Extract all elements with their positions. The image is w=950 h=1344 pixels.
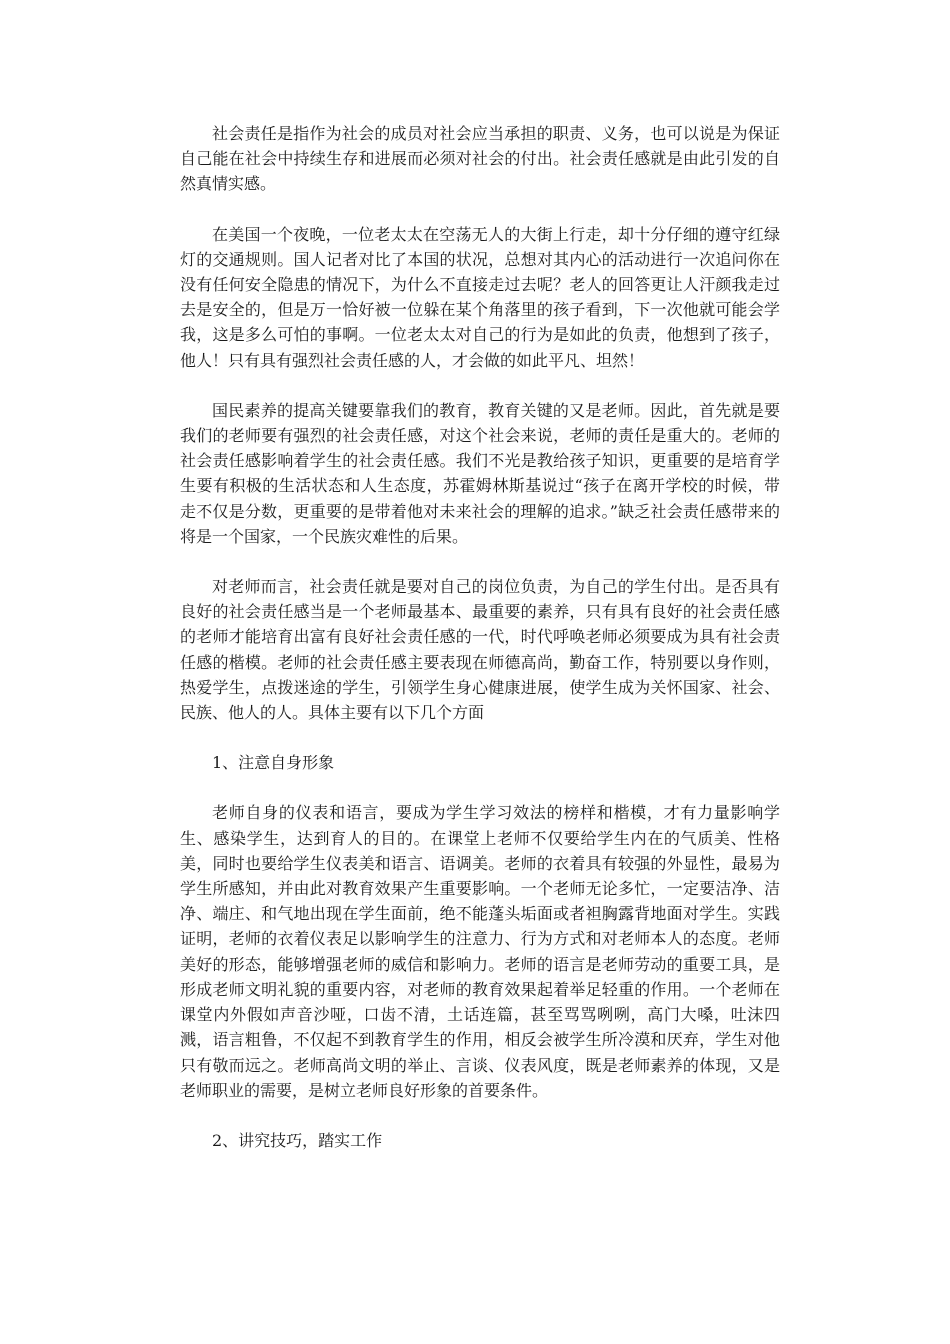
document-body (180, 121, 780, 1178)
section-heading-2: 2、讲究技巧，踏实工作 (212, 1130, 383, 1150)
paragraph-education-and-teachers: 国民素养的提高关键要靠我们的教育，教育关键的又是老师。因此，首先就是要我们的老师要有强烈的社会责任感，对这个社会来说，老师的责任是重大的。老师的社会责任感影响着学生的社会责任感。我们不光是教给孩子知识，更重要的是培育学生要有积极的生活状态和人生态度，苏霍姆林斯基说过“孩子在离开学校的时候，带走不仅是分数，更重要的是带着他对未来社会的理解的追求。”缺乏社会责任感带来的将是一个国家，一个民族灾难性的后果。 (180, 400, 780, 546)
paragraph-american-old-lady-story: 在美国一个夜晚，一位老太太在空荡无人的大街上行走，却十分仔细的遵守红绿灯的交通规则。国人记者对比了本国的状况，总想对其内心的活动进行一次追问你在没有任何安全隐患的情况下，为什么不直接走过去呢？老人的回答更让人汗颜我走过去是安全的，但是万一恰好被一位躲在某个角落里的孩子看到，下一次他就可能会学我，这是多么可怕的事啊。一位老太太对自己的行为是如此的负责，他想到了孩子，他人！只有具有强烈社会责任感的人，才会做的如此平凡、坦然！ (180, 224, 780, 370)
paragraph-teacher-image: 老师自身的仪表和语言，要成为学生学习效法的榜样和楷模，才有力量影响学生、感染学生，达到育人的目的。在课堂上老师不仅要给学生内在的气质美、性格美，同时也要给学生仪表美和语言、语调美。老师的衣着具有较强的外显性，最易为学生所感知，并由此对教育效果产生重要影响。一个老师无论多忙，一定要洁净、洁净、端庄、和气地出现在学生面前，绝不能蓬头垢面或者袒胸露背地面对学生。实践证明，老师的衣着仪表足以影响学生的注意力、行为方式和对老师本人的态度。老师美好的形态，能够增强老师的威信和影响力。老师的语言是老师劳动的重要工具，是形成老师文明礼貌的重要内容，对老师的教育效果起着举足轻重的作用。一个老师在课堂内外假如声音沙哑，口齿不清，土话连篇，甚至骂骂咧咧，高门大嗓，吐沫四溅，语言粗鲁，不仅起不到教育学生的作用，相反会被学生所冷漠和厌弃，学生对他只有敬而远之。老师高尚文明的举止、言谈、仪表风度，既是老师素养的体现，又是老师职业的需要，是树立老师良好形象的首要条件。 (180, 803, 780, 1100)
paragraph-social-responsibility-definition: 社会责任是指作为社会的成员对社会应当承担的职责、义务，也可以说是为保证自己能在社会中持续生存和进展而必须对社会的付出。社会责任感就是由此引发的自然真情实感。 (180, 124, 780, 194)
section-heading-1: 1、注意自身形象 (212, 753, 335, 773)
paragraph-teacher-responsibility: 对老师而言，社会责任就是要对自己的岗位负责，为自己的学生付出。是否具有良好的社会责任感当是一个老师最基本、最重要的素养，只有具有良好的社会责任感的老师才能培育出富有良好社会责任感的一代，时代呼唤老师必须要成为具有社会责任感的楷模。老师的社会责任感主要表现在师德高尚，勤奋工作，特别要以身作则，热爱学生，点拨迷途的学生，引领学生身心健康进展，使学生成为关怀国家、社会、民族、他人的人。具体主要有以下几个方面 (180, 577, 780, 723)
